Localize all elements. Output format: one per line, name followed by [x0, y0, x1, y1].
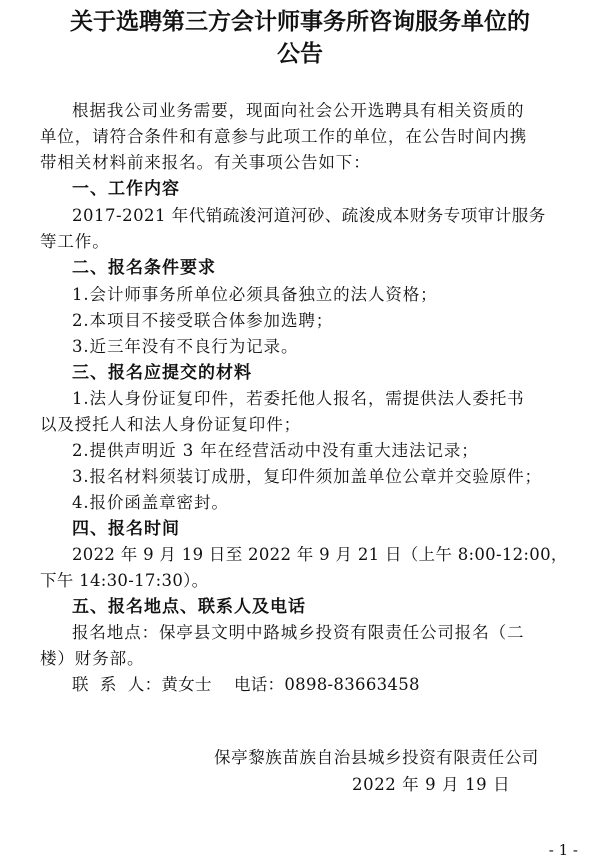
work-content-line-1: 2017-2021 年代销疏浚河道河砂、疏浚成本财务专项审计服务: [72, 206, 546, 225]
section-heading-registration-time: 四、报名时间: [72, 519, 180, 539]
requirement-item-1: 1.会计师事务所单位必须具备独立的法人资格；: [72, 285, 438, 304]
requirement-item-3: 3.近三年没有不良行为记录。: [72, 337, 299, 356]
section-heading-requirements: 二、报名条件要求: [72, 258, 216, 278]
intro-line-2: 单位，请符合条件和有意参与此项工作的单位，在公告时间内携: [40, 127, 528, 146]
material-item-2: 2.提供声明近 3 年在经营活动中没有重大违法记录；: [72, 441, 479, 460]
title-line-2: 公告: [277, 41, 323, 67]
material-item-4: 4.报价函盖章密封。: [72, 493, 229, 512]
contact-line: 联 系 人：黄女士 电话：0898-83663458: [72, 675, 420, 694]
location-line-2: 楼）财务部。: [40, 649, 145, 668]
requirement-item-2: 2.本项目不接受联合体参加选聘；: [72, 311, 334, 330]
signature-organization: 保亭黎族苗族自治县城乡投资有限责任公司: [214, 748, 539, 767]
registration-time-line-2: 下午 14:30-17:30）。: [40, 571, 209, 590]
work-content-line-2: 等工作。: [40, 232, 110, 251]
section-heading-materials: 三、报名应提交的材料: [72, 363, 252, 383]
material-item-3: 3.报名材料须装订成册，复印件须加盖单位公章并交验原件；: [72, 467, 542, 486]
section-heading-work-content: 一、工作内容: [72, 179, 180, 199]
intro-line-1: 根据我公司业务需要，现面向社会公开选聘具有相关资质的: [72, 101, 525, 120]
registration-time-line-1: 2022 年 9 月 19 日至 2022 年 9 月 21 日（上午 8:00-12:00，: [72, 545, 568, 564]
location-line-1: 报名地点：保亭县文明中路城乡投资有限责任公司报名（二: [72, 623, 525, 642]
material-item-1-line-2: 以及授托人和法人身份证复印件；: [40, 415, 301, 434]
material-item-1-line-1: 1.法人身份证复印件，若委托他人报名，需提供法人委托书: [72, 389, 525, 408]
intro-line-3: 带相关材料前来报名。有关事项公告如下：: [40, 153, 371, 172]
section-heading-location-contact: 五、报名地点、联系人及电话: [72, 597, 306, 617]
title-line-1: 关于选聘第三方会计师事务所咨询服务单位的: [70, 9, 530, 35]
signature-date: 2022 年 9 月 19 日: [352, 775, 511, 794]
page-number: - 1 -: [548, 841, 578, 859]
